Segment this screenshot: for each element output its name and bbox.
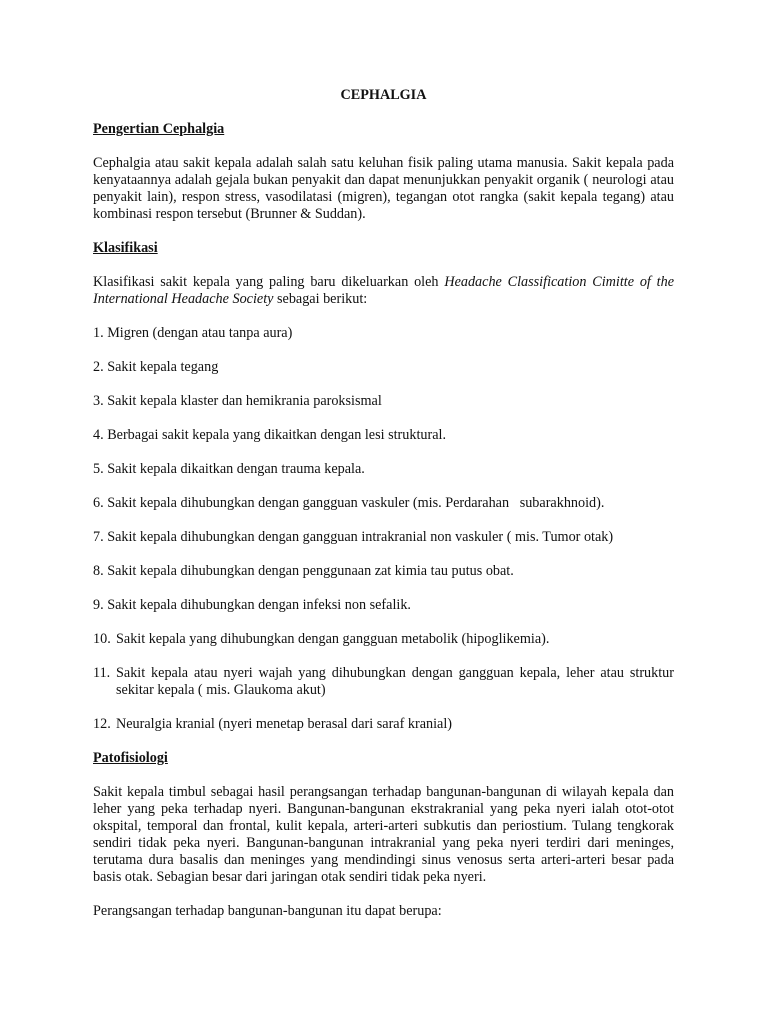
paragraph-pengertian: Cephalgia atau sakit kepala adalah salah satu keluhan fisik paling utama manusia. Sakit kepala pada kenyataannya adalah gejala bukan penyakit dan dapat menunjukkan penyakit organik ( neurologi atau penyakit lain), respon stress, vasodilatasi (migren), tegangan otot rangka (sakit kepala tegang) atau kombinasi respon tersebut (Brunner & Suddan).	[93, 155, 674, 222]
list-text: Sakit kepala dikaitkan dengan trauma kepala.	[107, 461, 365, 477]
list-text: Neuralgia kranial (nyeri menetap berasal dari saraf kranial)	[116, 716, 452, 732]
list-text: Sakit kepala atau nyeri wajah yang dihubungkan dengan gangguan kepala, leher atau struktur sekitar kepala ( mis. Glaukoma akut)	[116, 665, 674, 698]
list-number: 3.	[93, 393, 108, 409]
section-heading-klasifikasi: Klasifikasi	[93, 240, 158, 256]
list-text: Sakit kepala tegang	[107, 359, 219, 375]
paragraph-patofisiologi-2: Perangsangan terhadap bangunan-bangunan itu dapat berupa:	[93, 903, 442, 919]
list-item	[93, 631, 674, 648]
list-number: 4.	[93, 427, 108, 443]
list-text: Sakit kepala dihubungkan dengan gangguan intrakranial non vaskuler ( mis. Tumor otak)	[107, 529, 614, 545]
list-item	[93, 597, 674, 614]
list-number: 6.	[93, 495, 108, 511]
list-item	[93, 529, 674, 546]
list-item	[93, 461, 674, 478]
list-number: 8.	[93, 563, 108, 579]
list-number: 1.	[93, 325, 108, 341]
list-item	[93, 325, 674, 342]
list-item	[93, 359, 674, 376]
list-number: 5.	[93, 461, 108, 477]
list-number: 9.	[93, 597, 108, 613]
list-item	[93, 427, 674, 444]
intro-text-after: sebagai berikut:	[273, 291, 368, 307]
list-text: Migren (dengan atau tanpa aura)	[107, 325, 293, 341]
paragraph-klasifikasi-intro	[93, 274, 674, 308]
classification-list	[93, 325, 674, 733]
list-number: 11.	[93, 665, 114, 681]
list-text: Sakit kepala dihubungkan dengan gangguan vaskuler (mis. Perdarahan subarakhnoid).	[107, 495, 605, 511]
list-number: 2.	[93, 359, 108, 375]
section-heading-pengertian: Pengertian Cephalgia	[93, 121, 225, 137]
list-text: Sakit kepala klaster dan hemikrania paroksismal	[107, 393, 382, 409]
document-title: CEPHALGIA	[340, 87, 427, 103]
list-number: 7.	[93, 529, 108, 545]
paragraph-patofisiologi-1: Sakit kepala timbul sebagai hasil perangsangan terhadap bangunan-bangunan di wilayah kepala dan leher yang peka terhadap nyeri. Bangunan-bangunan ekstrakranial yang peka nyeri ialah otot-otot okspital, temporal dan frontal, kulit kepala, arteri-arteri subkutis dan periostium. Tulang tengkorak sendiri tidak peka nyeri. Bangunan-bangunan intrakranial yang peka nyeri terdiri dari meninges, terutama dura basalis dan meninges yang mendindingi sinus venosus serta arteri-arteri besar pada basis otak. Sebagian besar dari jaringan otak sendiri tidak peka nyeri.	[93, 784, 674, 885]
list-item	[93, 495, 674, 512]
list-number: 12.	[93, 716, 115, 732]
list-item	[93, 716, 674, 733]
intro-text-before: Klasifikasi sakit kepala yang paling baru dikeluarkan oleh	[93, 274, 445, 290]
list-text: Sakit kepala dihubungkan dengan infeksi non sefalik.	[107, 597, 411, 613]
section-heading-patofisiologi: Patofisiologi	[93, 750, 168, 766]
list-number: 10.	[93, 631, 115, 647]
list-text: Sakit kepala yang dihubungkan dengan gangguan metabolik (hipoglikemia).	[116, 631, 550, 647]
list-item	[93, 393, 674, 410]
list-item	[93, 563, 674, 580]
list-text: Sakit kepala dihubungkan dengan penggunaan zat kimia tau putus obat.	[107, 563, 514, 579]
intro-text-italic: Headache Classification Cimitte of the International Headache Society	[93, 274, 675, 307]
list-text: Berbagai sakit kepala yang dikaitkan dengan lesi struktural.	[107, 427, 447, 443]
list-item	[93, 665, 674, 699]
document-page	[93, 87, 674, 937]
